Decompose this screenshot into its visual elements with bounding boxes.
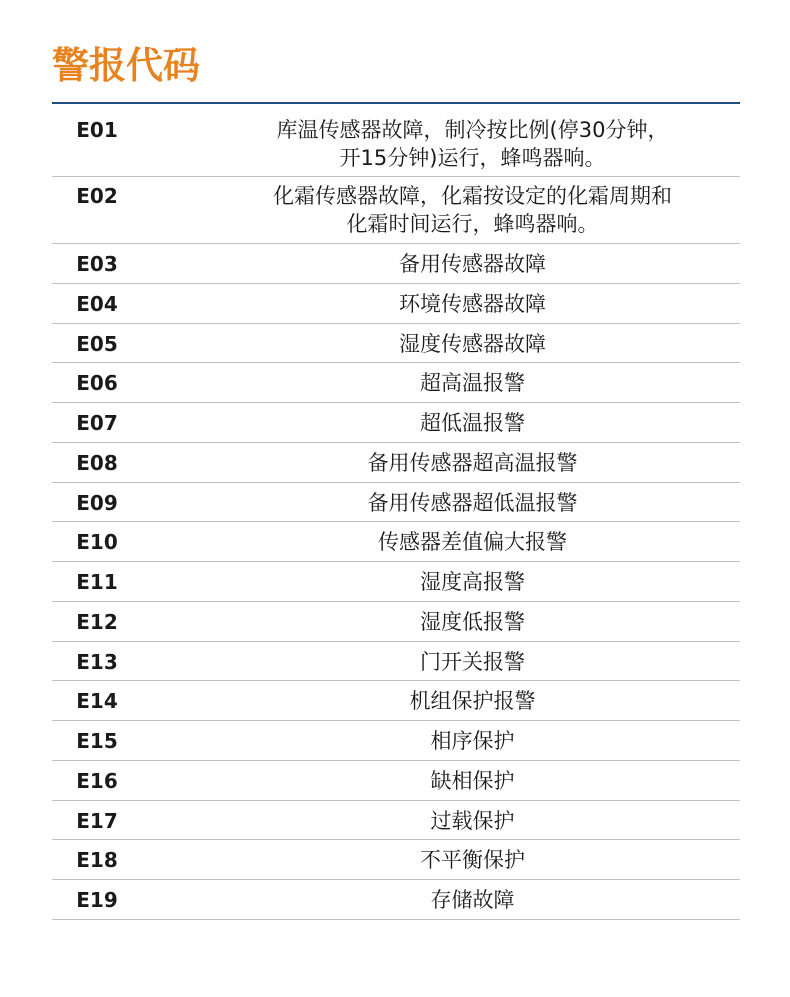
alarm-description [142,727,740,760]
table-row [52,324,740,364]
alarm-code: E17 [76,808,118,833]
alarm-description [142,807,740,840]
alarm-code: E06 [76,371,118,396]
table-row [52,483,740,523]
alarm-description-line: 库温传感器故障，制冷按比例(停30分钟， [276,118,669,142]
alarm-code: E16 [76,768,118,793]
page-title: 警报代码 [52,44,200,87]
alarm-code: E11 [76,570,118,594]
table-row [52,761,740,801]
alarm-description-line: 缺相保护 [430,768,515,793]
alarm-description [142,330,740,363]
alarm-code: E09 [76,490,118,515]
alarm-description [142,409,740,442]
table-row [52,801,740,841]
alarm-description [142,369,740,402]
alarm-code: E07 [76,411,118,435]
table-row [52,642,740,682]
alarm-code: E01 [76,118,118,142]
alarm-description [142,116,740,176]
table-row [52,363,740,403]
table-row [52,602,740,642]
table-row [52,522,740,562]
alarm-description-line: 湿度低报警 [420,609,525,634]
alarm-description [142,449,740,482]
table-row [52,284,740,324]
alarm-description [142,846,740,879]
table-row [52,840,740,880]
alarm-description [142,182,740,243]
alarm-description-line: 机组保护报警 [409,689,536,714]
alarm-description-line: 备用传感器故障 [399,252,546,276]
alarm-code: E03 [76,252,118,276]
table-row [52,403,740,443]
alarm-description-line: 湿度传感器故障 [399,331,546,356]
alarm-code: E14 [76,689,118,714]
alarm-description-line: 备用传感器超低温报警 [367,490,578,515]
table-row [52,880,740,920]
table-row [52,244,740,284]
alarm-description [142,290,740,323]
alarm-description [142,608,740,641]
alarm-description-line: 环境传感器故障 [399,291,546,316]
alarm-description [142,568,740,601]
alarm-description [142,648,740,681]
alarm-description-line: 过载保护 [430,808,515,833]
alarm-code: E19 [76,888,118,912]
alarm-description-line: 存储故障 [430,888,515,912]
table-row [52,443,740,483]
alarm-code: E15 [76,729,118,753]
alarm-description-line: 开15分钟)运行，蜂鸣器响。 [339,146,606,170]
alarm-description [142,886,740,919]
alarm-description-line: 传感器差值偏大报警 [378,530,567,555]
alarm-description-line: 相序保护 [430,729,515,753]
alarm-description-line: 超低温报警 [420,411,525,435]
alarm-description-line: 湿度高报警 [420,570,525,594]
alarm-description-line: 备用传感器超高温报警 [367,450,578,475]
alarm-code: E04 [76,291,118,316]
alarm-description [142,687,740,720]
alarm-code: E08 [76,450,118,475]
alarm-description [142,250,740,283]
table-row [52,177,740,244]
alarm-description-line: 化霜传感器故障，化霜按设定的化霜周期和 [273,184,672,208]
alarm-description-line: 不平衡保护 [420,848,525,873]
alarm-code: E05 [76,331,118,356]
alarm-description-line: 门开关报警 [420,649,525,674]
alarm-code: E18 [76,848,118,873]
table-row [52,104,740,177]
alarm-description [142,528,740,561]
table-row [52,681,740,721]
alarm-code: E13 [76,649,118,674]
alarm-description-line: 超高温报警 [420,371,525,396]
alarm-code: E02 [76,184,118,208]
table-row [52,721,740,761]
alarm-description-line: 化霜时间运行，蜂鸣器响。 [346,212,599,236]
alarm-code: E12 [76,609,118,634]
alarm-description [142,489,740,522]
alarm-code: E10 [76,530,118,555]
alarm-description [142,767,740,800]
table-row [52,562,740,602]
alarm-code-table [52,104,740,920]
